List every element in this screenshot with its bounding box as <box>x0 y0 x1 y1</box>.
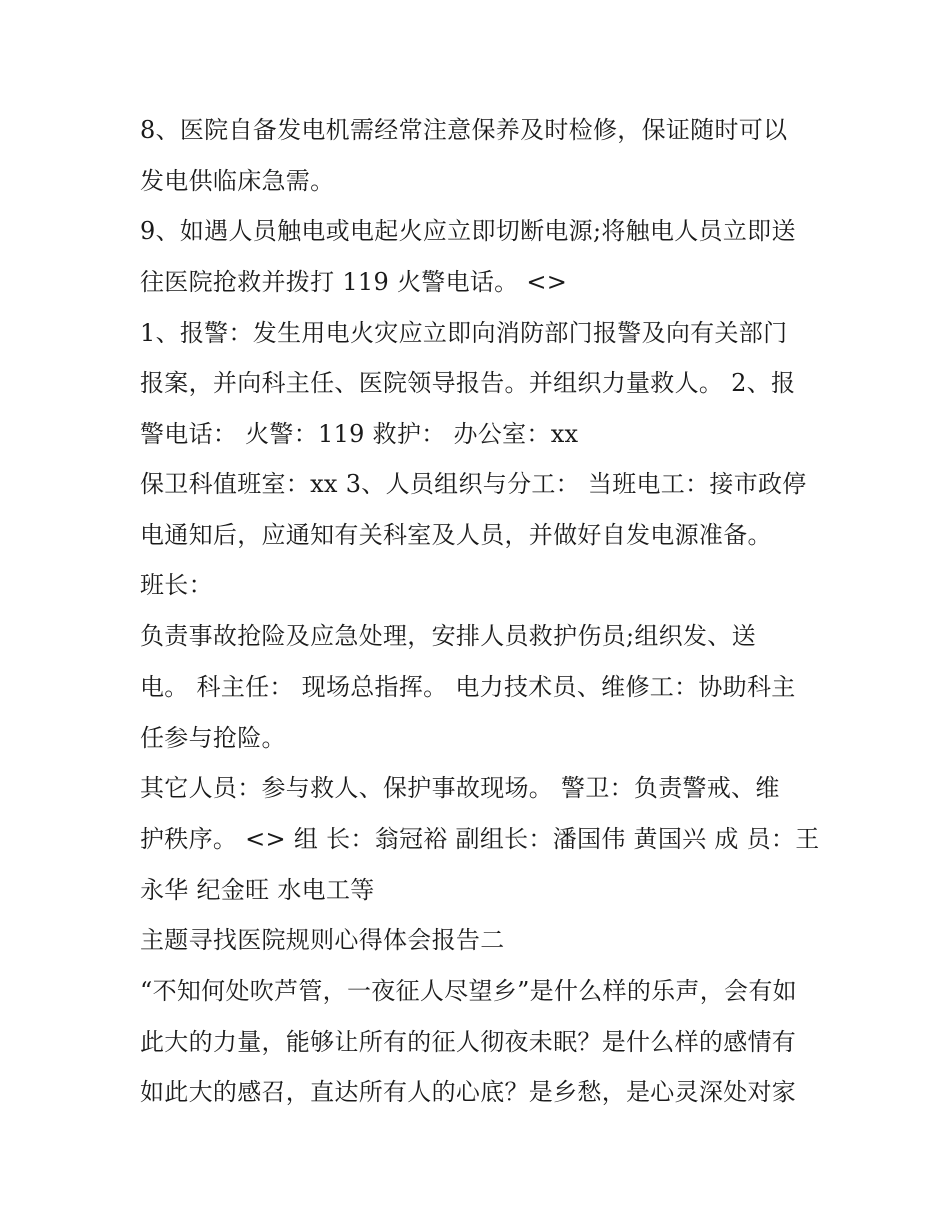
text-line: 保卫科值班室：xx 3、人员组织与分工： 当班电工：接市政停 <box>140 470 807 498</box>
text-line: 往医院抢救并拨打 119 火警电话。 <> <box>140 268 568 296</box>
text-line: 护秩序。 <> 组 长：翁冠裕 副组长：潘国伟 黄国兴 成 员：王 <box>140 825 820 853</box>
text-line: “不知何处吹芦管，一夜征人尽望乡”是什么样的乐声，会有如 <box>140 977 797 1005</box>
text-line: 报案，并向科主任、医院领导报告。并组织力量救人。 2、报 <box>140 369 796 397</box>
text-line: 1、报警：发生用电火灾应立即向消防部门报警及向有关部门 <box>140 319 788 347</box>
text-line: 电通知后，应通知有关科室及人员，并做好自发电源准备。 <box>140 521 772 549</box>
text-line: 此大的力量，能够让所有的征人彻夜未眠？是什么样的感情有 <box>140 1028 797 1056</box>
text-line: 班长： <box>140 571 213 599</box>
text-line: 发电供临床急需。 <box>140 167 335 195</box>
text-line: 任参与抢险。 <box>140 724 286 752</box>
text-line: 其它人员：参与救人、保护事故现场。 警卫：负责警戒、维 <box>140 774 780 802</box>
text-line: 电。 科主任： 现场总指挥。 电力技术员、维修工：协助科主 <box>140 673 796 701</box>
text-line: 警电话： 火警：119 救护： 办公室：xx <box>140 420 579 448</box>
text-line: 如此大的感召，直达所有人的心底？是乡愁，是心灵深处对家 <box>140 1078 797 1106</box>
text-line: 负责事故抢险及应急处理，安排人员救护伤员;组织发、送 <box>140 622 756 650</box>
section-heading: 主题寻找医院规则心得体会报告二 <box>140 926 505 954</box>
text-line: 9、如遇人员触电或电起火应立即切断电源;将触电人员立即送 <box>140 217 796 245</box>
text-line: 永华 纪金旺 水电工等 <box>140 876 375 904</box>
text-line: 8、医院自备发电机需经常注意保养及时检修，保证随时可以 <box>140 116 788 144</box>
